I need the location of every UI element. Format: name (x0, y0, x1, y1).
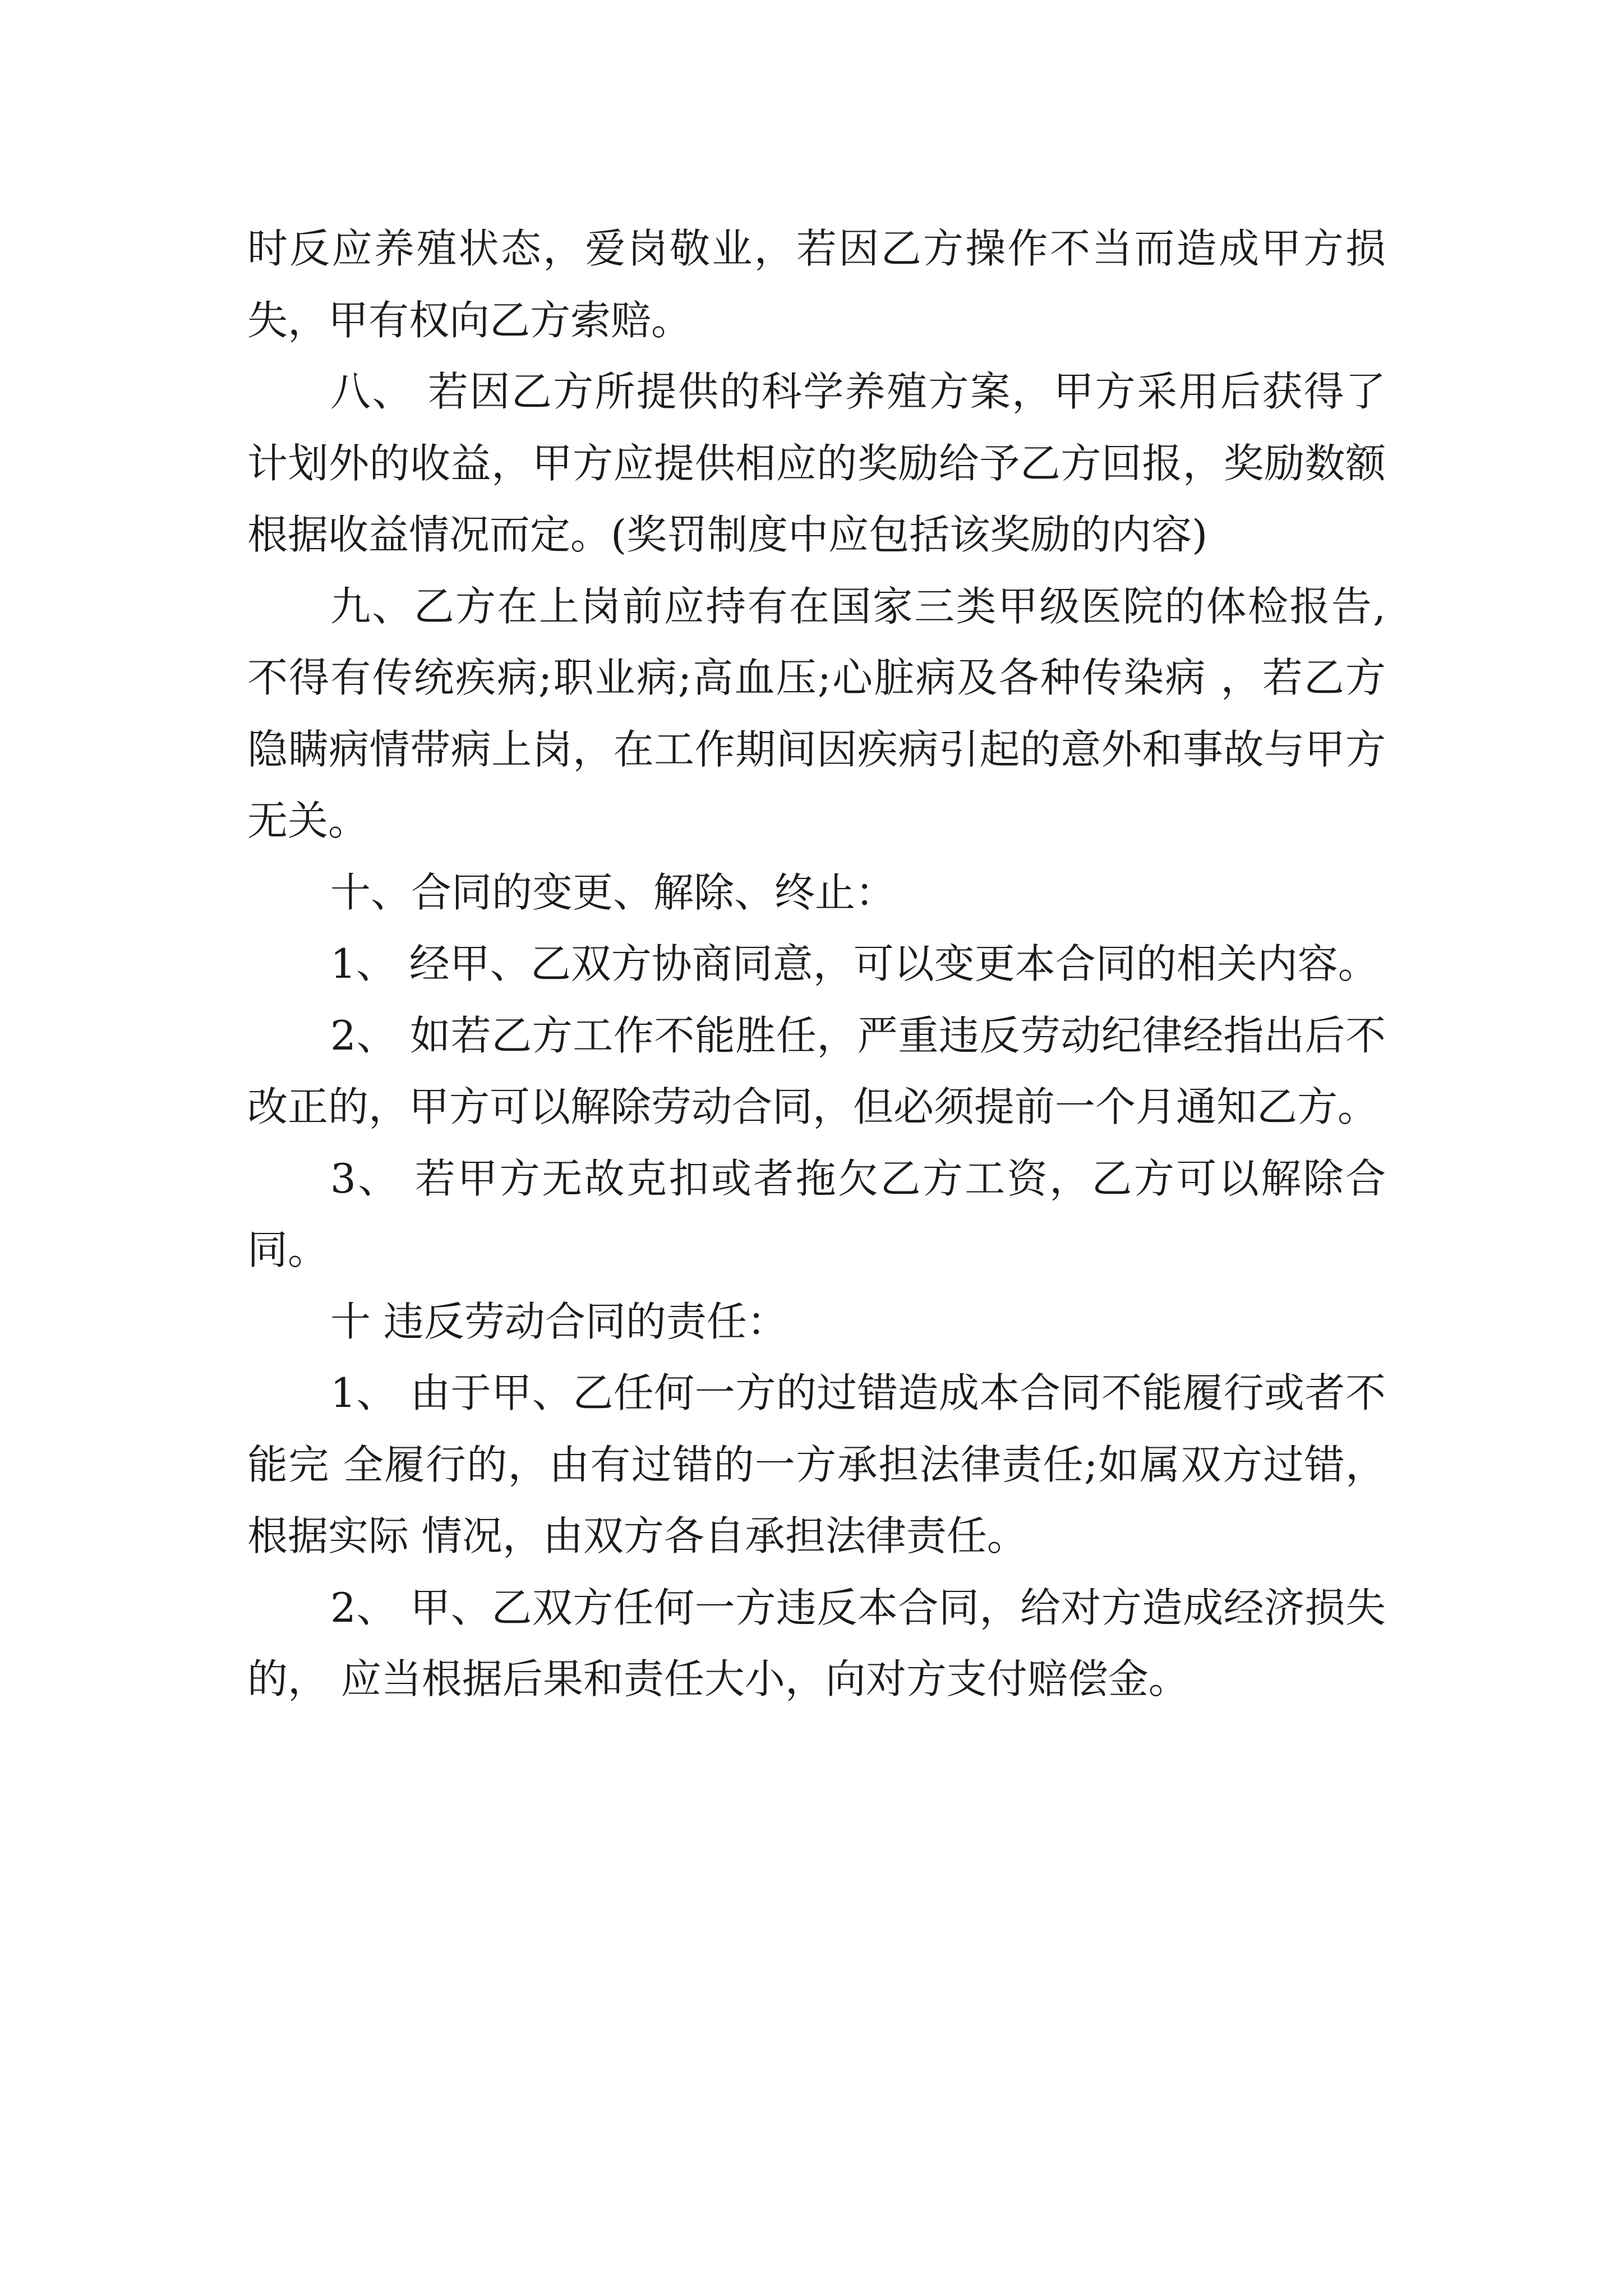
paragraph-liability-heading: 十 违反劳动合同的责任： (330, 1297, 787, 1345)
paragraph-clause-10-item-2: 2、 如若乙方工作不能胜任，严重违反劳动纪律经指出后不改正的，甲方可以解除劳动合同，但必须提前一个月通知乙方。 (247, 1011, 1386, 1130)
paragraph-p1: 时反应养殖状态，爱岗敬业，若因乙方操作不当而造成甲方损失，甲有权向乙方索赔。 (247, 225, 1386, 344)
paragraph-clause-10-heading: 十、合同的变更、解除、终止： (330, 868, 896, 916)
paragraph-clause-10-item-1: 1、 经甲、乙双方协商同意，可以变更本合同的相关内容。 (330, 940, 1378, 987)
paragraph-liability-item-2: 2、 甲、乙双方任何一方违反本合同，给对方造成经济损失的， 应当根据后果和责任大小，向对方支付赔偿金。 (247, 1584, 1386, 1703)
paragraph-clause-8: 八、 若因乙方所提供的科学养殖方案，甲方采用后获得了计划外的收益，甲方应提供相应的奖励给予乙方回报，奖励数额根据收益情况而定。(奖罚制度中应包括该奖励的内容) (247, 368, 1386, 558)
paragraph-liability-item-1: 1、 由于甲、乙任何一方的过错造成本合同不能履行或者不能完 全履行的，由有过错的一方承担法律责任;如属双方过错，根据实际 情况，由双方各自承担法律责任。 (247, 1369, 1386, 1559)
paragraph-clause-10-item-3: 3、 若甲方无故克扣或者拖欠乙方工资，乙方可以解除合同。 (247, 1154, 1386, 1273)
paragraph-clause-9: 九、乙方在上岗前应持有在国家三类甲级医院的体检报告,不得有传统疾病;职业病;高血压;心脏病及各种传染病 ，若乙方隐瞒病情带病上岗，在工作期间因疾病引起的意外和事故与甲方无关。 (247, 582, 1386, 844)
document-body (247, 213, 1386, 1715)
